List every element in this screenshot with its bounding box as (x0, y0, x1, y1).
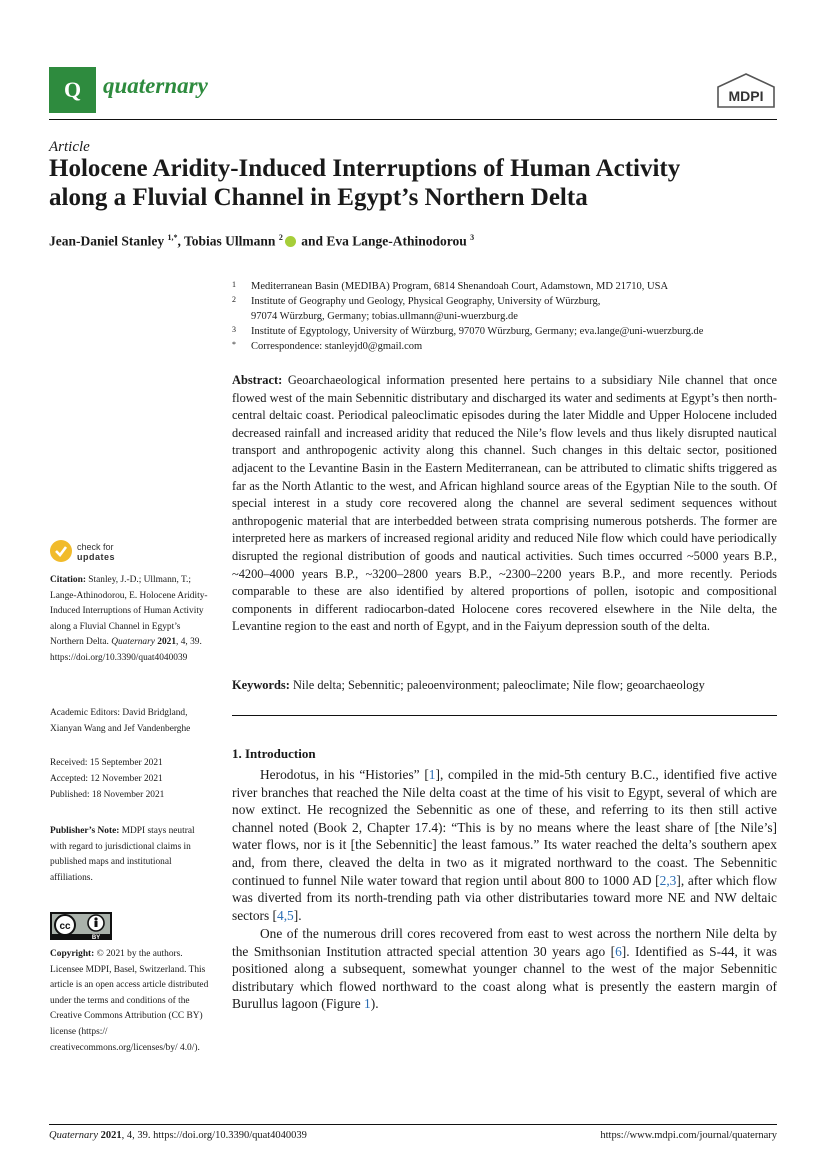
mdpi-logo (716, 73, 776, 109)
publisher-note (50, 824, 213, 886)
citation-label: Citation: (50, 575, 86, 585)
title-line-1: Holocene Aridity-Induced Interruptions of Human Activity (49, 155, 681, 182)
journal-logo: Q (49, 67, 96, 113)
header-divider (49, 119, 777, 120)
author-3-sup: 3 (470, 233, 475, 242)
footer-doi-link[interactable]: , 4, 39. https://doi.org/10.3390/quat4040039 (121, 1130, 307, 1141)
cc-text: cc (59, 921, 71, 932)
author-list (49, 233, 474, 250)
received-date: Received: 15 September 2021 (50, 758, 163, 768)
check-for-updates-button[interactable]: check for updates (77, 542, 116, 562)
abstract-divider (232, 715, 777, 716)
keywords (232, 678, 777, 693)
footer-journal: Quaternary (49, 1130, 98, 1141)
academic-editors: Academic Editors: David Bridgland, Xianyan Wang and Jef Vandenberghe (50, 708, 191, 734)
accepted-date: Accepted: 12 November 2021 (50, 774, 163, 784)
journal-name: quaternary (103, 73, 208, 98)
article-title (49, 154, 749, 212)
author-1-sup: 1,* (167, 233, 178, 242)
author-1[interactable]: Jean-Daniel Stanley (49, 233, 165, 249)
ref-link[interactable]: 2,3 (659, 872, 677, 888)
footer-citation (49, 1130, 307, 1141)
ref-link[interactable]: 6 (615, 943, 622, 959)
author-3[interactable]: and Eva Lange-Athinodorou (297, 233, 467, 249)
check-for-updates-icon[interactable] (50, 540, 72, 562)
footer-journal-url[interactable]: https://www.mdpi.com/journal/quaternary (600, 1130, 777, 1141)
footer-year: 2021 (100, 1130, 122, 1141)
citation-block (50, 573, 213, 667)
figure-link[interactable]: 1 (364, 996, 371, 1012)
author-2-sup: 2 (278, 233, 283, 242)
publisher-note-text: MDPI stays neutral with regard to jurisdictional claims in published maps and institutional affiliations. (50, 826, 195, 883)
keywords-text: Nile delta; Sebennitic; paleoenvironment; paleoclimate; Nile flow; geoarchaeology (292, 678, 705, 692)
by-text: BY (91, 935, 101, 940)
intro-paragraph-1: Herodotus, in his “Histories” [1], compiled in the mid-5th century B.C., identified five active river branches that reached the Nile delta coast at the time of his visit to Egypt, several of which are now extinct. He recognized the Sebennitic as one of these, and referring to its then still active channel noted (Book 2, Chapter 17.4): “This is by no means where the least share of [the Nile’s] water flows, nor is it [the Sebennitic] the least famous.” Its water reached the delta’s southern apex and, from there, cleaved the delta in two as it migrated northward to the coast. The Sebennitic continued to funnel Nile water toward that region until about 800 to 1000 AD [2,3], after which flow was diverted from its north-trending path via other distributaries toward more NE and NW deltaic sectors [4,5]. (232, 767, 777, 923)
abstract (232, 372, 777, 636)
section-heading: 1. Introduction (232, 746, 316, 761)
citation-text: Stanley, J.-D.; Ullmann, T.; Lange-Athinodorou, E. Holocene Aridity-Induced Interruptions of Human Activity along a Fluvial Channel in Egypt’s Northern Delta. (50, 575, 208, 648)
copyright-notice (50, 947, 213, 1056)
author-2[interactable]: , Tobias Ullmann (177, 233, 276, 249)
citation-year: 2021 (157, 637, 177, 648)
abstract-label: Abstract: (232, 373, 283, 387)
orcid-icon[interactable] (285, 236, 296, 247)
published-date: Published: 18 November 2021 (50, 790, 165, 800)
title-line-2: along a Fluvial Channel in Egypt’s Northern Delta (49, 184, 588, 211)
mdpi-logo-text: MDPI (728, 88, 764, 104)
ref-link[interactable]: 1 (428, 767, 436, 782)
copyright-text: © 2021 by the authors. Licensee MDPI, Basel, Switzerland. This article is an open access article distributed under the terms and conditions of the Creative Commons Attribution (CC BY) license (https:// creativecommons.org/licenses/by/ 4.0/). (50, 949, 209, 1053)
ref-link[interactable]: 4,5 (277, 907, 294, 923)
intro-paragraph-2: One of the numerous drill cores recovered from east to west across the northern Nile delta by the Smithsonian Institution attracted special attention 30 years ago [6]. Identified as S-44, it was positioned along a subsequent, somewhat younger channel to the west of the major Sebennitic distributary which flowed northward to the coast along what is presently the eastern margin of Burullus lagoon (Figure 1). (232, 926, 777, 1012)
publisher-note-label: Publisher’s Note: (50, 826, 120, 836)
cc-by-license-badge[interactable] (50, 912, 112, 940)
citation-journal: Quaternary (111, 637, 155, 648)
copyright-label: Copyright: (50, 949, 95, 959)
footer-divider (49, 1124, 777, 1125)
article-type: Article (49, 139, 90, 155)
abstract-text: Geoarchaeological information presented here pertains to a subsidiary Nile channel that once flowed west of the main Sebennitic distributary and discharged its water and sediments at Egypt’s then north-central deltaic coast. Periodical paleoclimatic episodes during the later Middle and Upper Holocene included decreased rainfall and increased aridity that reduced the Nile’s flow levels and thus likely disrupted nautical transport and anthropogenic activity along this channel. Such changes in this deltaic sector, positioned adjacent to the Levantine Basin in the Eastern Mediterranean, can be attributed to climatic shifts triggered as far as the North Atlantic to the west, and African highland source areas of the Egyptian Nile to the south. Of special interest in a study core recovered along the channel are several sediment sequences without anthropogenic material that are interbedded between strata comprising numerous potsherds. The former are interpreted here as markers of increased regional aridity and reduced Nile flow which could have periodically disrupted the regional distribution of goods and nautical activities. Such times occurred ~5000 years B.P., ~4200–4000 years B.P., ~3200–2800 years B.P., ~2300–2200 years B.P., and more recently. Periods comparable to these are also identified by altered proportions of pollen, isotopic and compositional components in different radiocarbon-dated Holocene cores recovered elsewhere in the Nile delta, the Levantine region to the east and north of Egypt, and in the Faiyum depression south of the delta. (232, 373, 777, 634)
keywords-label: Keywords: (232, 678, 290, 692)
citation-doi[interactable]: , 4, 39. https://doi.org/10.3390/quat4040039 (50, 637, 202, 663)
